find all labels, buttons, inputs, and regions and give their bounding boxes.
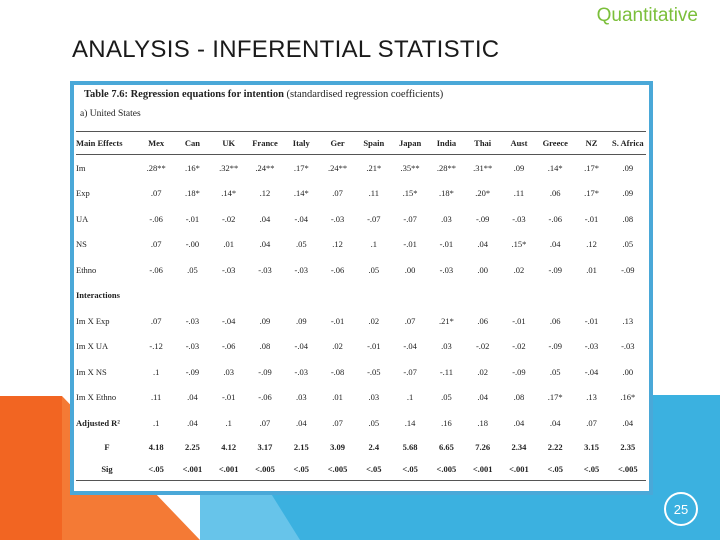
table-cell: .08 xyxy=(259,341,271,352)
column-header: Ger xyxy=(319,132,355,155)
table-cell: 3.15 xyxy=(584,441,599,452)
table-subtitle: a) United States xyxy=(80,109,141,119)
table-cell: -.09 xyxy=(512,366,526,377)
orange-shape xyxy=(0,396,62,540)
table-cell: .32** xyxy=(219,162,239,173)
table-cell: <.05 xyxy=(138,458,174,481)
table-cell: <.05 xyxy=(356,458,392,481)
table-cell: 5.68 xyxy=(402,441,418,452)
table-cell: .28** xyxy=(146,162,166,173)
table-cell: .05 xyxy=(368,264,380,275)
table-row xyxy=(76,334,646,360)
table-cell: .00 xyxy=(622,366,634,377)
column-header: Thai xyxy=(465,132,501,155)
table-cell: .04 xyxy=(259,239,271,250)
table-cell: .16 xyxy=(441,417,452,428)
column-header: India xyxy=(428,132,464,155)
table-cell: -.04 xyxy=(294,341,308,352)
table-cell: .07 xyxy=(150,239,162,250)
table-cell: -.03 xyxy=(185,341,200,352)
table-cell: .03 xyxy=(223,366,235,377)
table-cell: .14* xyxy=(547,162,563,173)
table-cell: .07 xyxy=(404,315,416,326)
caption-bold: Table 7.6: Regression equations for intention xyxy=(84,89,284,100)
table-cell xyxy=(537,283,573,309)
table-cell: .1 xyxy=(370,239,378,250)
table-cell: .03 xyxy=(441,341,452,352)
row-label: F xyxy=(104,441,110,452)
table-cell: 6.65 xyxy=(438,441,454,452)
table-cell: .1 xyxy=(225,417,232,428)
table-cell: .14* xyxy=(221,188,237,199)
table-cell: -.12 xyxy=(149,341,163,352)
table-cell: .03 xyxy=(441,213,452,224)
table-cell: .05 xyxy=(441,392,452,403)
table-row xyxy=(76,436,646,458)
table-cell: -.09 xyxy=(548,341,562,352)
table-cell: .17* xyxy=(584,162,599,173)
table-row xyxy=(76,155,646,181)
table-cell: -.07 xyxy=(403,366,417,377)
table-cell: <.001 xyxy=(211,458,247,481)
table-cell: -.01 xyxy=(584,315,599,326)
table-row xyxy=(76,181,646,207)
table-cell: .20* xyxy=(475,188,491,199)
row-label: NS xyxy=(76,239,87,250)
table-cell: .05 xyxy=(549,366,561,377)
table-cell: <.05 xyxy=(283,458,319,481)
table-cell xyxy=(392,283,428,309)
table-cell: -.01 xyxy=(512,315,526,326)
table-cell: .24** xyxy=(327,162,348,173)
table-cell: -.03 xyxy=(584,341,599,352)
table-cell: .06 xyxy=(549,315,561,326)
row-label: Im X UA xyxy=(76,341,109,352)
table-cell: 2.4 xyxy=(368,441,380,452)
column-header: Japan xyxy=(392,132,428,155)
table-cell: -.04 xyxy=(584,366,599,377)
table-cell xyxy=(465,283,501,309)
table-row xyxy=(76,458,646,481)
table-image-frame xyxy=(70,81,653,495)
table-cell xyxy=(319,283,355,309)
table-cell: .13 xyxy=(622,315,634,326)
table-cell: -.01 xyxy=(221,392,236,403)
table-cell: .17* xyxy=(584,188,599,199)
table-cell: .04 xyxy=(477,392,488,403)
page-number-badge: 25 xyxy=(664,492,698,526)
table-cell: .02 xyxy=(368,315,380,326)
table-cell: .28** xyxy=(436,162,456,173)
table-cell xyxy=(211,283,247,309)
column-header: Can xyxy=(174,132,210,155)
table-cell: -.11 xyxy=(439,366,453,377)
table-cell: -.03 xyxy=(221,264,236,275)
table-cell: .04 xyxy=(513,417,525,428)
table-cell: .07 xyxy=(332,417,343,428)
table-cell: .07 xyxy=(259,417,271,428)
table-cell: -.08 xyxy=(330,366,345,377)
table-cell xyxy=(283,283,319,309)
table-row xyxy=(76,385,646,411)
table-cell: 2.35 xyxy=(620,441,636,452)
table-cell: .05 xyxy=(622,239,634,250)
table-cell: -.01 xyxy=(367,341,381,352)
row-label: Interactions xyxy=(76,290,120,301)
table-cell: -.09 xyxy=(548,264,562,275)
table-cell: .07 xyxy=(150,188,162,199)
table-cell: 2.15 xyxy=(293,441,309,452)
column-header: France xyxy=(247,132,283,155)
table-cell: -.04 xyxy=(221,315,236,326)
row-label: Ethno xyxy=(76,264,97,275)
table-row xyxy=(76,308,646,334)
table-cell: .06 xyxy=(477,315,488,326)
table-cell xyxy=(573,283,609,309)
table-row xyxy=(76,283,646,309)
table-cell: .04 xyxy=(622,417,634,428)
table-cell: -.05 xyxy=(367,366,381,377)
table-cell: 3.17 xyxy=(257,441,273,452)
table-cell: -.03 xyxy=(258,264,272,275)
table-cell: .04 xyxy=(295,417,307,428)
table-cell: -.06 xyxy=(221,341,236,352)
table-cell: .00 xyxy=(404,264,416,275)
table-cell: 3.09 xyxy=(330,441,345,452)
table-cell: .04 xyxy=(477,239,488,250)
row-label: Sig xyxy=(76,458,138,481)
regression-table xyxy=(76,131,646,481)
table-cell xyxy=(610,283,646,309)
table-cell: .05 xyxy=(368,417,380,428)
table-cell: -.07 xyxy=(403,213,417,224)
table-cell: .31** xyxy=(473,162,493,173)
table-cell: .01 xyxy=(332,392,343,403)
table-cell: -.02 xyxy=(475,341,490,352)
table-cell: .17* xyxy=(293,162,309,173)
table-cell: .09 xyxy=(622,162,634,173)
table-cell xyxy=(356,283,392,309)
table-cell: .1 xyxy=(152,417,160,428)
table-cell: -.09 xyxy=(621,264,635,275)
table-cell: .17* xyxy=(547,392,563,403)
table-cell: .13 xyxy=(586,392,597,403)
table-cell: -.01 xyxy=(330,315,345,326)
table-cell: -.03 xyxy=(294,366,308,377)
table-cell: 4.12 xyxy=(221,441,237,452)
table-caption xyxy=(84,89,443,100)
table-cell: <.005 xyxy=(319,458,355,481)
table-cell: -.04 xyxy=(294,213,308,224)
table-cell: .18 xyxy=(477,417,488,428)
table-cell: .07 xyxy=(332,188,343,199)
table-cell: .05 xyxy=(295,239,307,250)
section-label: Quantitative xyxy=(596,5,698,26)
table-cell: .02 xyxy=(477,366,488,377)
table-cell: <.005 xyxy=(610,458,646,481)
table-cell: -.01 xyxy=(439,239,454,250)
table-cell: -.09 xyxy=(185,366,200,377)
table-row xyxy=(76,206,646,232)
table-cell: <.005 xyxy=(247,458,283,481)
table-cell: -.07 xyxy=(367,213,381,224)
row-label: Adjusted R² xyxy=(76,417,120,428)
table-cell: .02 xyxy=(332,341,343,352)
table-cell: 2.25 xyxy=(184,441,200,452)
table-cell: .21* xyxy=(438,315,454,326)
table-cell: 2.22 xyxy=(547,441,563,452)
table-cell: <.001 xyxy=(501,458,537,481)
table-cell: .05 xyxy=(187,264,198,275)
table-cell: .12 xyxy=(586,239,597,250)
row-label: Exp xyxy=(76,188,90,199)
table-cell: .04 xyxy=(187,417,198,428)
column-header: Aust xyxy=(501,132,537,155)
table-cell: 7.26 xyxy=(475,441,491,452)
table-cell: <.001 xyxy=(174,458,210,481)
column-header: Greece xyxy=(537,132,573,155)
table-row xyxy=(76,359,646,385)
table-cell: .00 xyxy=(477,264,488,275)
table-cell: -.09 xyxy=(258,366,272,377)
table-cell: <.005 xyxy=(428,458,464,481)
table-cell: .06 xyxy=(549,188,561,199)
table-cell: -.03 xyxy=(294,264,308,275)
table-cell: .15* xyxy=(402,188,418,199)
table-cell: .15* xyxy=(511,239,527,250)
column-header: NZ xyxy=(573,132,609,155)
table-cell: .12 xyxy=(259,188,271,199)
table-cell: .08 xyxy=(622,213,634,224)
table-cell: .01 xyxy=(586,264,597,275)
table-cell: .35** xyxy=(400,162,420,173)
table-cell: -.01 xyxy=(185,213,200,224)
table-cell: -.06 xyxy=(149,213,163,224)
table-cell: -.01 xyxy=(584,213,599,224)
table-cell: .11 xyxy=(513,188,525,199)
table-cell: .14 xyxy=(404,417,416,428)
table-cell: .02 xyxy=(513,264,525,275)
table-cell: -.02 xyxy=(512,341,526,352)
table-cell: .21* xyxy=(366,162,382,173)
table-row xyxy=(76,232,646,258)
table-cell: .04 xyxy=(187,392,198,403)
table-cell xyxy=(247,283,283,309)
table-cell: .03 xyxy=(368,392,380,403)
table-cell: 2.34 xyxy=(511,441,527,452)
table-cell: .09 xyxy=(513,162,525,173)
column-header: S. Africa xyxy=(610,132,646,155)
row-label: Im X NS xyxy=(76,366,107,377)
table-cell: .11 xyxy=(150,392,162,403)
table-cell: .09 xyxy=(622,188,634,199)
table-cell: -.01 xyxy=(403,239,417,250)
table-cell xyxy=(138,283,174,309)
table-cell: -.06 xyxy=(149,264,163,275)
header-main-effects: Main Effects xyxy=(76,132,138,155)
table-cell: .12 xyxy=(332,239,343,250)
table-cell: -.02 xyxy=(221,213,236,224)
row-label: Im X Ethno xyxy=(76,392,117,403)
table-cell: -.09 xyxy=(475,213,490,224)
page-title: ANALYSIS - INFERENTIAL STATISTIC xyxy=(72,36,500,63)
column-header: UK xyxy=(211,132,247,155)
table-cell: .03 xyxy=(295,392,307,403)
table-cell: -.00 xyxy=(185,239,200,250)
table-cell: .16* xyxy=(620,392,636,403)
table-cell: -.06 xyxy=(548,213,562,224)
table-cell: .08 xyxy=(513,392,525,403)
table-cell: .01 xyxy=(223,239,235,250)
table-cell: -.03 xyxy=(439,264,454,275)
table-header-row xyxy=(76,132,646,155)
table-cell: .11 xyxy=(368,188,379,199)
table-cell: -.06 xyxy=(330,264,345,275)
table-cell: -.03 xyxy=(330,213,345,224)
column-header: Mex xyxy=(138,132,174,155)
table-cell: .07 xyxy=(586,417,597,428)
column-header: Spain xyxy=(356,132,392,155)
table-cell: .09 xyxy=(295,315,307,326)
table-row xyxy=(76,257,646,283)
table-cell: <.05 xyxy=(573,458,609,481)
table-cell: .07 xyxy=(150,315,162,326)
table-cell: .09 xyxy=(259,315,271,326)
table-cell: .14* xyxy=(293,188,309,199)
table-cell: 4.18 xyxy=(148,441,164,452)
table-cell: <.05 xyxy=(537,458,573,481)
table-cell: -.06 xyxy=(258,392,272,403)
table-cell: .04 xyxy=(549,417,561,428)
table-row xyxy=(76,410,646,436)
row-label: Im xyxy=(76,162,86,173)
table-cell: .18* xyxy=(438,188,454,199)
caption-rest: (standardised regression coefficients) xyxy=(283,89,444,100)
table-cell: -.03 xyxy=(512,213,526,224)
column-header: Italy xyxy=(283,132,319,155)
table-cell: .18* xyxy=(184,188,200,199)
table-cell: .16* xyxy=(184,162,200,173)
row-label: UA xyxy=(76,213,89,224)
table-cell: <.001 xyxy=(465,458,501,481)
table-cell xyxy=(174,283,210,309)
table-cell: .24** xyxy=(255,162,275,173)
table-cell: .04 xyxy=(549,239,561,250)
table-cell xyxy=(428,283,464,309)
table-cell: -.03 xyxy=(621,341,635,352)
table-cell: -.03 xyxy=(185,315,200,326)
table-cell: .1 xyxy=(406,392,414,403)
table-cell: .04 xyxy=(259,213,271,224)
table-cell: .1 xyxy=(152,366,160,377)
row-label: Im X Exp xyxy=(76,315,110,326)
table-cell: -.04 xyxy=(403,341,417,352)
table-cell xyxy=(501,283,537,309)
table-cell: <.05 xyxy=(392,458,428,481)
